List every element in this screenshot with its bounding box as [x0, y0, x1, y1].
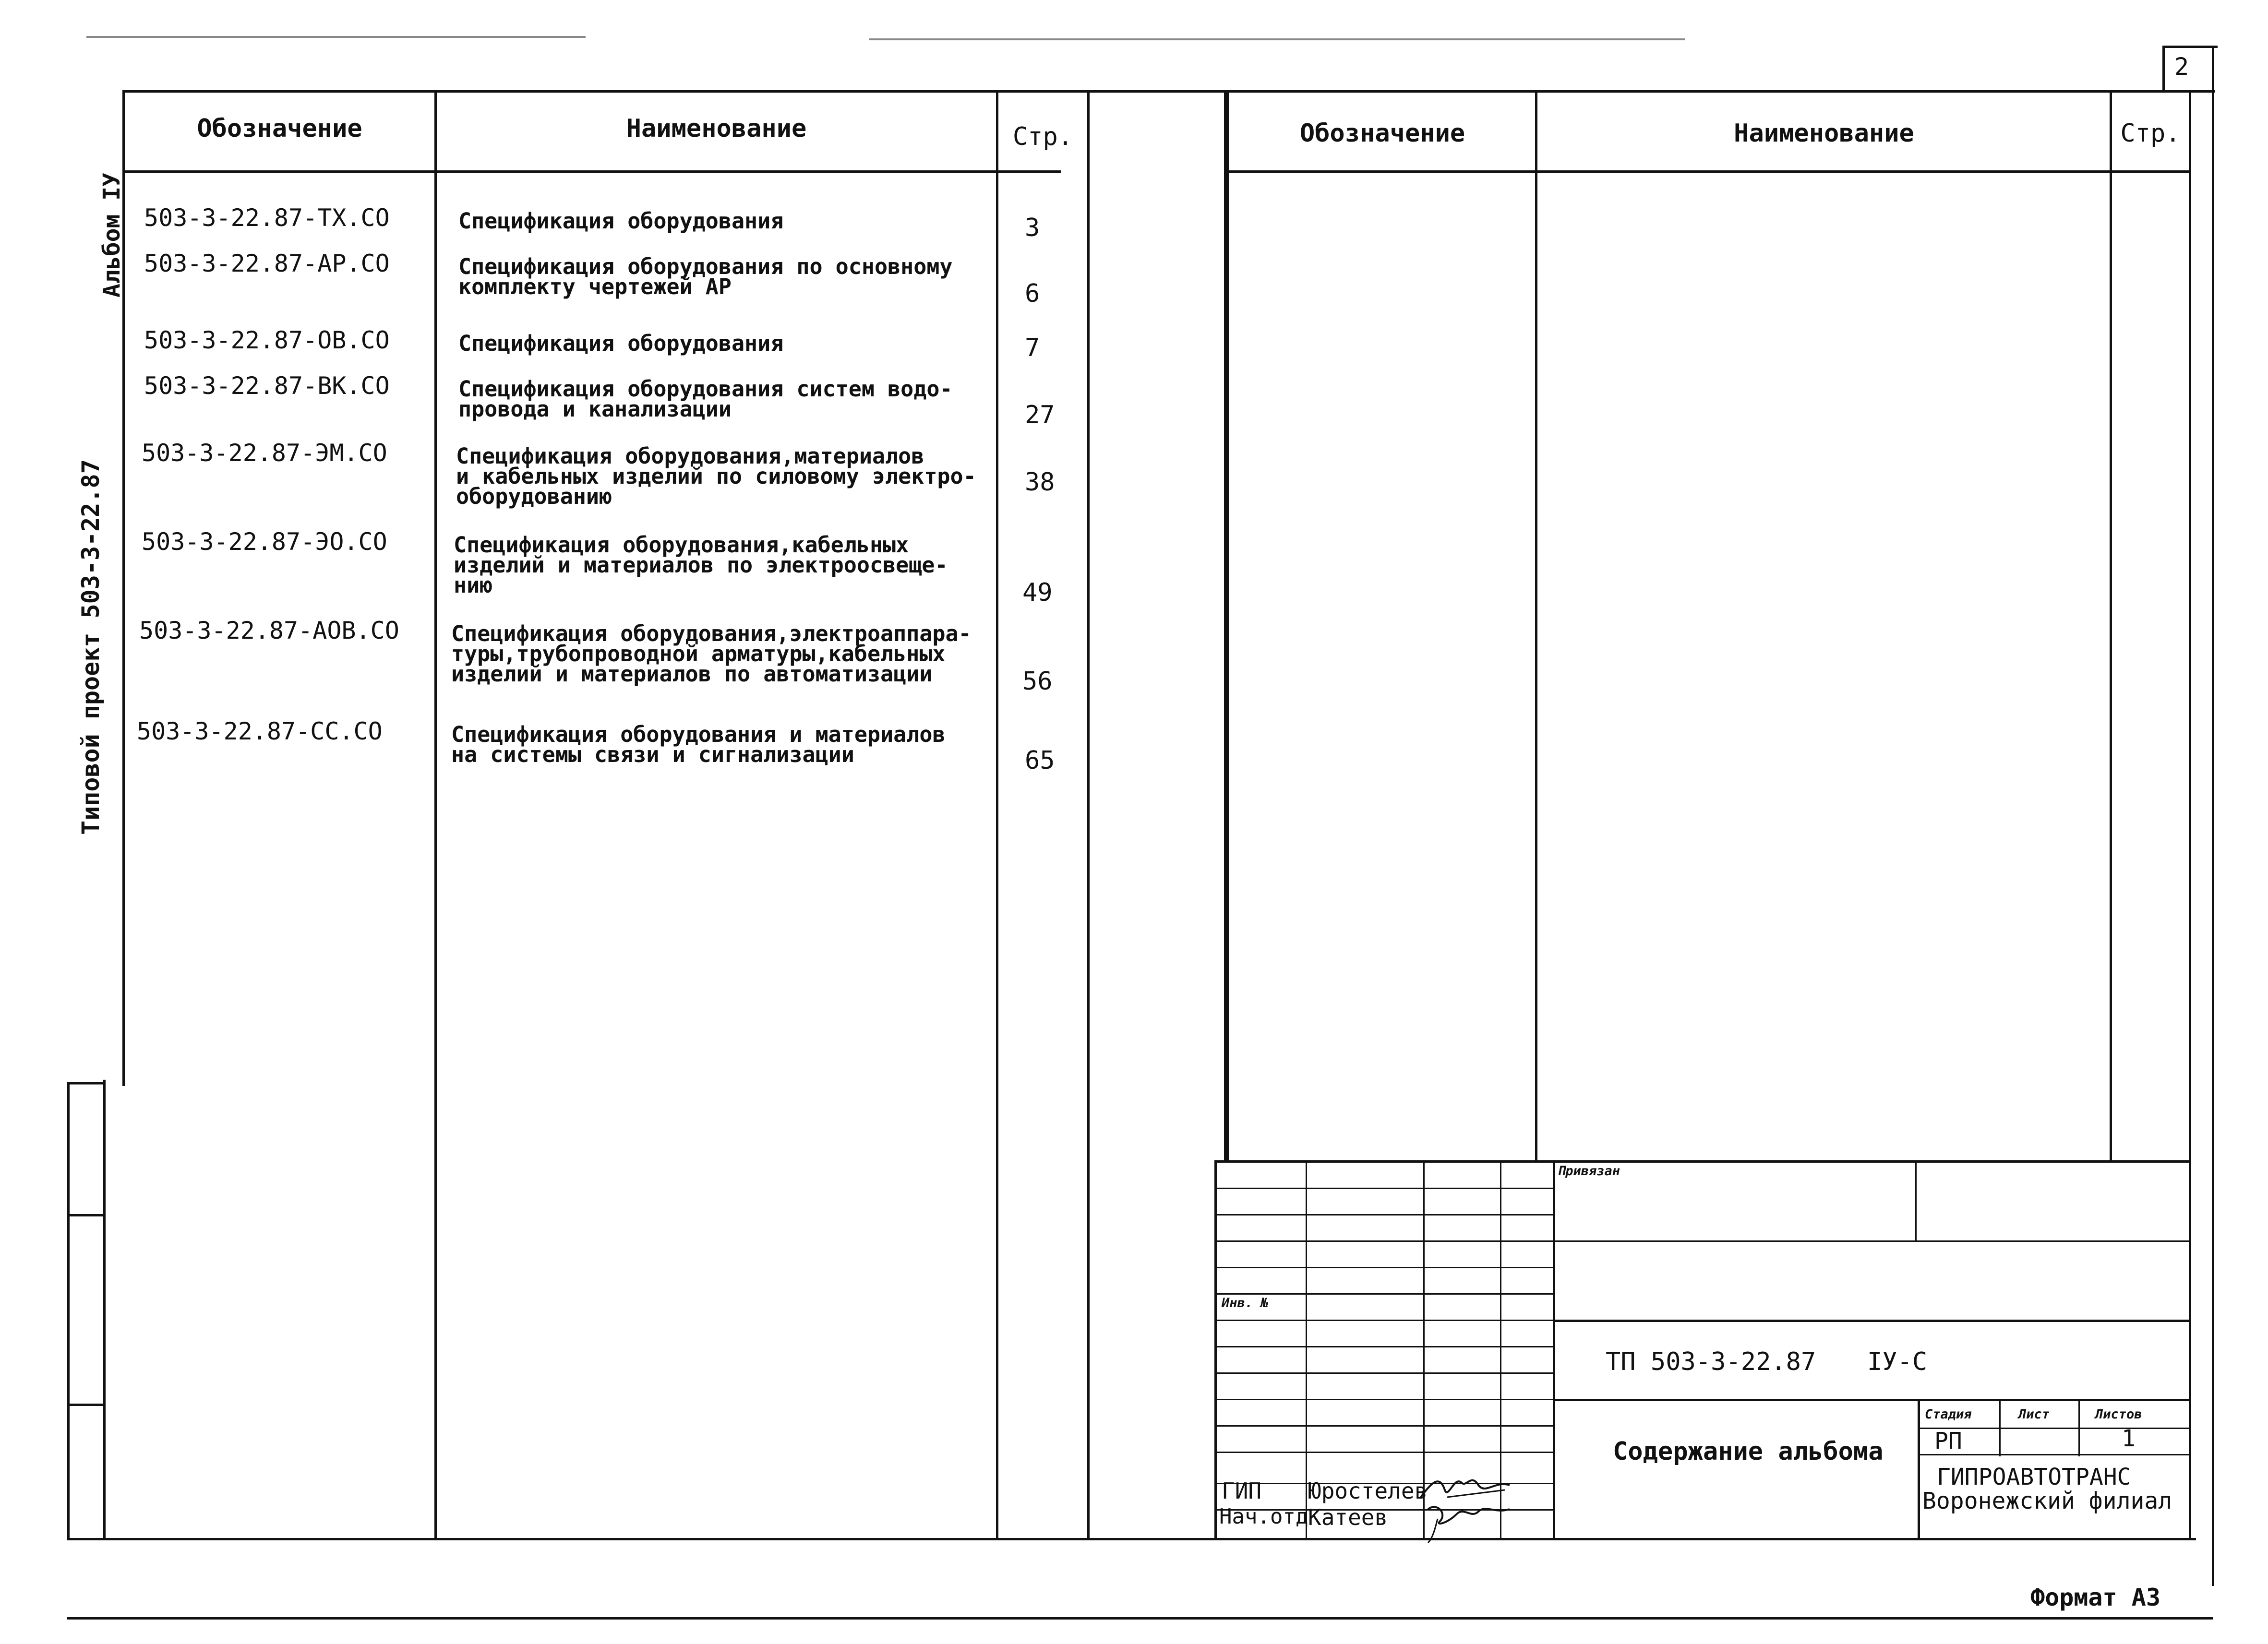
- format-label: Формат А3: [2030, 1584, 2160, 1611]
- scan-mark-top: [86, 36, 586, 38]
- frame-line: [67, 1214, 106, 1216]
- table-line: [996, 90, 998, 1539]
- linked-label: Привязан: [1558, 1164, 1620, 1179]
- table-row-code: 503-3-22.87-АОВ.СО: [139, 617, 399, 644]
- title-block-line: [1214, 1452, 1553, 1453]
- title-block-line: [1214, 1399, 1553, 1400]
- table-row-code: 503-3-22.87-ТХ.СО: [144, 204, 390, 232]
- table-line: [1226, 90, 1229, 1163]
- right-header-page: Стр.: [2120, 119, 2181, 148]
- title-block-line: [1214, 1372, 1553, 1374]
- stage-label: Стадия: [1925, 1407, 1972, 1422]
- frame-line: [67, 1538, 2196, 1540]
- table-row-page: 27: [1025, 401, 1055, 429]
- table-row-name: Спецификация оборудования и материалов на системы связи и сигнализации: [451, 722, 946, 767]
- title-block-line: [1214, 1267, 1553, 1268]
- signature-image: [1418, 1500, 1514, 1545]
- frame-line: [2189, 90, 2191, 1539]
- title-block-line: [1553, 1240, 2191, 1242]
- right-header-name: Наименование: [1734, 119, 1914, 148]
- table-row-code: 503-3-22.87-ЭМ.СО: [142, 439, 387, 467]
- title-block-line: [1214, 1240, 1553, 1242]
- left-header-name: Наименование: [626, 114, 807, 143]
- inv-number-label: Инв. №: [1222, 1296, 1269, 1310]
- album-caption: Альбом IУ: [98, 172, 125, 298]
- table-row-page: 3: [1025, 214, 1040, 242]
- sheet-number: 2: [2174, 53, 2189, 81]
- title-block-line: [1553, 1320, 2191, 1322]
- title-block-line: [1553, 1399, 2191, 1401]
- table-row-page: 56: [1022, 667, 1053, 696]
- frame-line: [67, 1404, 106, 1406]
- table-row-page: 7: [1025, 334, 1040, 362]
- frame-line: [67, 1617, 2213, 1620]
- stage-value: РП: [1934, 1428, 1962, 1454]
- title-block-line: [1214, 1425, 1553, 1427]
- table-line: [1226, 170, 2191, 173]
- signer-role: ГИП: [1222, 1478, 1262, 1504]
- table-row-code: 503-3-22.87-ЭО.СО: [142, 528, 387, 556]
- organization-name: ГИПРОАВТОТРАНС: [1937, 1464, 2131, 1490]
- table-row-code: 503-3-22.87-ОВ.СО: [144, 326, 390, 354]
- frame-line: [2212, 46, 2214, 1586]
- title-block-line: [1553, 1160, 1555, 1539]
- table-row-code: 503-3-22.87-СС.СО: [137, 717, 383, 745]
- table-line: [2110, 90, 2112, 1163]
- sheets-value: 1: [2122, 1425, 2136, 1452]
- organization-branch: Воронежский филиал: [1922, 1488, 2172, 1514]
- frame-line: [67, 1082, 106, 1084]
- table-row-name: Спецификация оборудования: [458, 208, 784, 234]
- right-header-designation: Обозначение: [1299, 119, 1465, 148]
- table-row-name: Спецификация оборудования,электроаппара- туры,трубопроводной арматуры,кабельных изделий и материалов по автоматизации: [451, 621, 972, 687]
- sheet-label: Лист: [2018, 1407, 2050, 1422]
- title-block-line: [1214, 1320, 1553, 1321]
- table-row-code: 503-3-22.87-АР.СО: [144, 250, 390, 277]
- table-row-name: Спецификация оборудования,материалов и кабельных изделий по силовому электро- оборудованию: [456, 443, 976, 509]
- left-header-page: Стр.: [1012, 122, 1073, 151]
- title-block-line: [1214, 1160, 2191, 1163]
- table-line: [122, 170, 1061, 173]
- table-row-code: 503-3-22.87-ВК.СО: [144, 372, 390, 400]
- table-line: [1087, 90, 1090, 1539]
- frame-line: [2162, 46, 2165, 91]
- table-line: [1535, 90, 1537, 1163]
- title-block-line: [1918, 1399, 1920, 1539]
- title-block-line: [1915, 1160, 1917, 1240]
- table-row-page: 65: [1025, 746, 1055, 775]
- table-row-page: 38: [1025, 468, 1055, 497]
- title-block-line: [1214, 1214, 1553, 1215]
- frame-line: [67, 1082, 70, 1540]
- table-row-name: Спецификация оборудования,кабельных изделий и материалов по электроосвеще- нию: [454, 532, 948, 598]
- sheets-label: Листов: [2095, 1407, 2142, 1422]
- left-header-designation: Обозначение: [197, 114, 362, 143]
- project-caption: Типовой проект 503-3-22.87: [77, 459, 105, 835]
- frame-line: [103, 1080, 106, 1540]
- document-title: Содержание альбома: [1613, 1437, 1884, 1466]
- table-row-name: Спецификация оборудования: [458, 331, 784, 356]
- table-row-name: Спецификация оборудования по основному комплекту чертежей АР: [458, 254, 953, 299]
- signer-role: Нач.отд: [1219, 1504, 1308, 1529]
- title-block-line: [1214, 1188, 1553, 1189]
- album-code: IУ-С: [1867, 1347, 1928, 1376]
- table-row-page: 49: [1022, 578, 1053, 607]
- title-block-line: [1214, 1346, 1553, 1347]
- frame-line: [2162, 46, 2218, 48]
- scan-mark-top: [869, 38, 1685, 40]
- table-row-name: Спецификация оборудования систем водо- провода и канализации: [458, 376, 953, 422]
- signer-name: Юростелев: [1308, 1478, 1428, 1504]
- table-row-page: 6: [1025, 279, 1040, 308]
- document-code: ТП 503-3-22.87: [1606, 1347, 1816, 1376]
- table-line: [434, 90, 437, 1539]
- signer-name: Катеев: [1308, 1504, 1388, 1530]
- title-block-line: [1214, 1293, 1553, 1295]
